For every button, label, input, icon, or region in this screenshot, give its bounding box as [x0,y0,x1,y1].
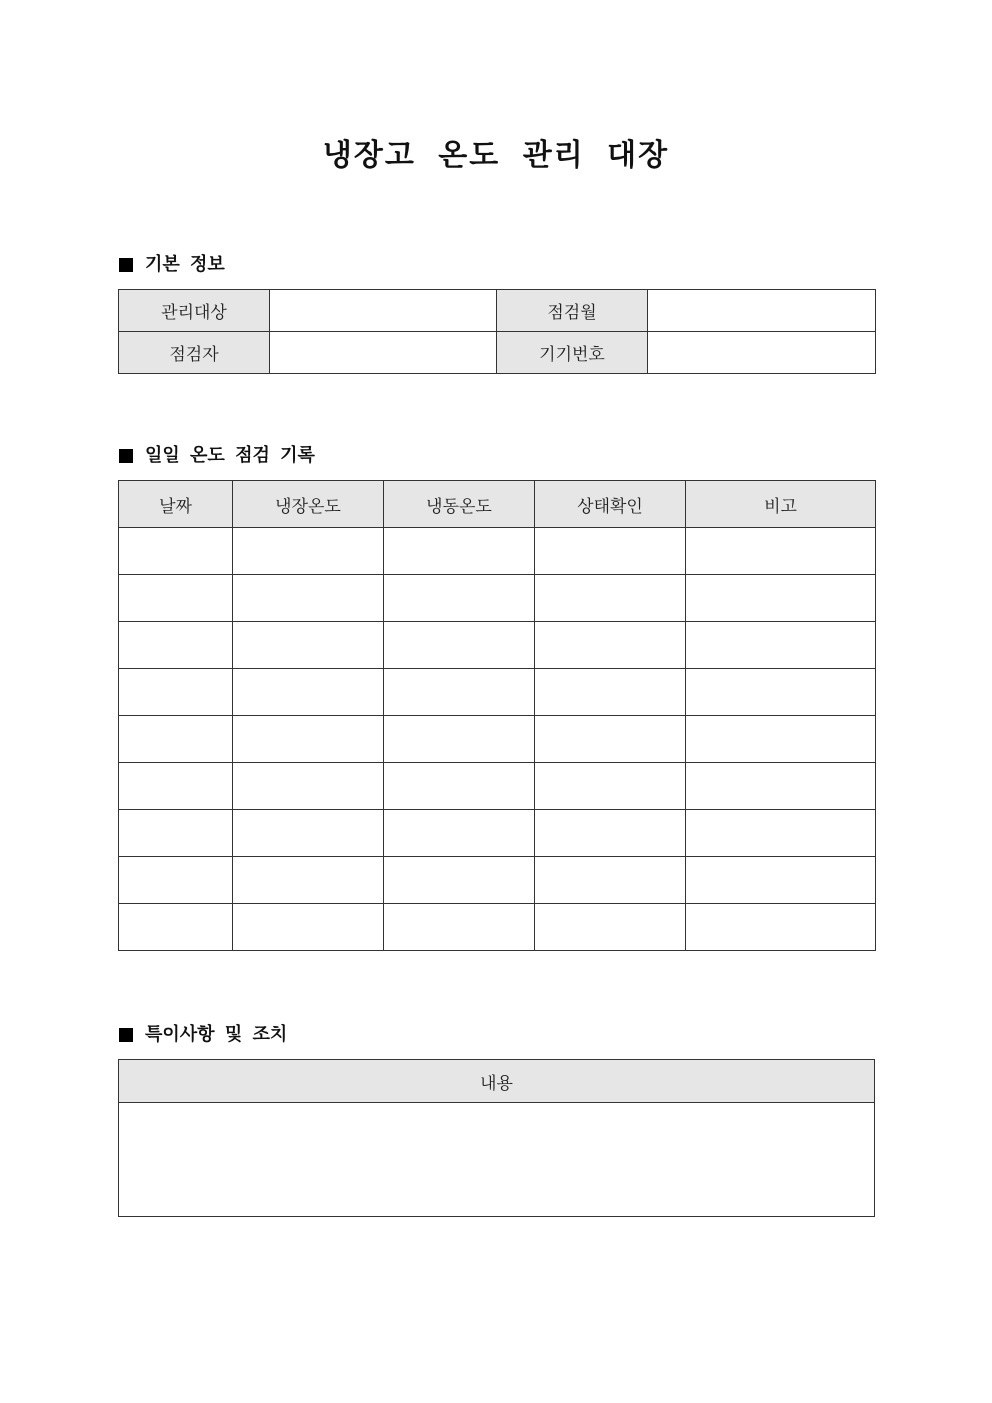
column-header-status-check: 상태확인 [535,481,686,528]
table-row [119,763,876,810]
date-cell[interactable] [119,716,233,763]
status-check-cell[interactable] [535,716,686,763]
fridge-temp-cell[interactable] [233,669,384,716]
inspector-field[interactable] [270,332,497,374]
black-square-icon [119,449,133,463]
device-number-field[interactable] [648,332,876,374]
status-check-cell[interactable] [535,763,686,810]
daily-log-table [118,480,876,951]
notes-content-row [119,1103,875,1217]
basic-info-table [118,289,876,374]
fridge-temp-cell[interactable] [233,622,384,669]
column-header-remarks: 비고 [686,481,876,528]
remarks-cell[interactable] [686,622,876,669]
freezer-temp-cell[interactable] [384,810,535,857]
column-header-fridge-temp: 냉장온도 [233,481,384,528]
manager-target-label: 관리대상 [119,290,270,332]
fridge-temp-cell[interactable] [233,575,384,622]
notes-content-field[interactable] [119,1103,875,1217]
remarks-cell[interactable] [686,763,876,810]
date-cell[interactable] [119,575,233,622]
basic-info-row [119,290,876,332]
inspector-label: 점검자 [119,332,270,374]
date-cell[interactable] [119,904,233,951]
table-row [119,669,876,716]
freezer-temp-cell[interactable] [384,857,535,904]
table-row [119,716,876,763]
table-row [119,575,876,622]
freezer-temp-cell[interactable] [384,716,535,763]
notes-table [118,1059,875,1217]
date-cell[interactable] [119,810,233,857]
daily-log-heading-text: 일일 온도 점검 기록 [145,445,315,466]
remarks-cell[interactable] [686,810,876,857]
daily-log-header-row [119,481,876,528]
fridge-temp-cell[interactable] [233,904,384,951]
device-number-label: 기기번호 [497,332,648,374]
fridge-temp-cell[interactable] [233,857,384,904]
column-header-freezer-temp: 냉동온도 [384,481,535,528]
daily-log-heading [119,444,315,468]
status-check-cell[interactable] [535,528,686,575]
date-cell[interactable] [119,763,233,810]
basic-info-heading-text: 기본 정보 [145,254,225,275]
freezer-temp-cell[interactable] [384,622,535,669]
manager-target-field[interactable] [270,290,497,332]
inspection-month-field[interactable] [648,290,876,332]
notes-heading [119,1023,287,1047]
notes-heading-text: 특이사항 및 조치 [145,1024,288,1045]
black-square-icon [119,1028,133,1042]
remarks-cell[interactable] [686,575,876,622]
fridge-temp-cell[interactable] [233,528,384,575]
status-check-cell[interactable] [535,810,686,857]
table-row [119,904,876,951]
fridge-temp-cell[interactable] [233,763,384,810]
remarks-cell[interactable] [686,904,876,951]
remarks-cell[interactable] [686,528,876,575]
table-row [119,528,876,575]
column-header-date: 날짜 [119,481,233,528]
fridge-temp-cell[interactable] [233,810,384,857]
remarks-cell[interactable] [686,857,876,904]
date-cell[interactable] [119,669,233,716]
status-check-cell[interactable] [535,622,686,669]
black-square-icon [119,258,133,272]
date-cell[interactable] [119,528,233,575]
page-title: 냉장고 온도 관리 대장 [322,138,670,173]
column-header-content: 내용 [119,1060,875,1103]
status-check-cell[interactable] [535,857,686,904]
freezer-temp-cell[interactable] [384,528,535,575]
status-check-cell[interactable] [535,904,686,951]
notes-header-row [119,1060,875,1103]
status-check-cell[interactable] [535,669,686,716]
freezer-temp-cell[interactable] [384,575,535,622]
table-row [119,622,876,669]
table-row [119,857,876,904]
inspection-month-label: 점검월 [497,290,648,332]
date-cell[interactable] [119,622,233,669]
remarks-cell[interactable] [686,669,876,716]
date-cell[interactable] [119,857,233,904]
basic-info-row [119,332,876,374]
fridge-temp-cell[interactable] [233,716,384,763]
freezer-temp-cell[interactable] [384,763,535,810]
freezer-temp-cell[interactable] [384,669,535,716]
basic-info-heading [119,253,225,277]
remarks-cell[interactable] [686,716,876,763]
table-row [119,810,876,857]
freezer-temp-cell[interactable] [384,904,535,951]
status-check-cell[interactable] [535,575,686,622]
